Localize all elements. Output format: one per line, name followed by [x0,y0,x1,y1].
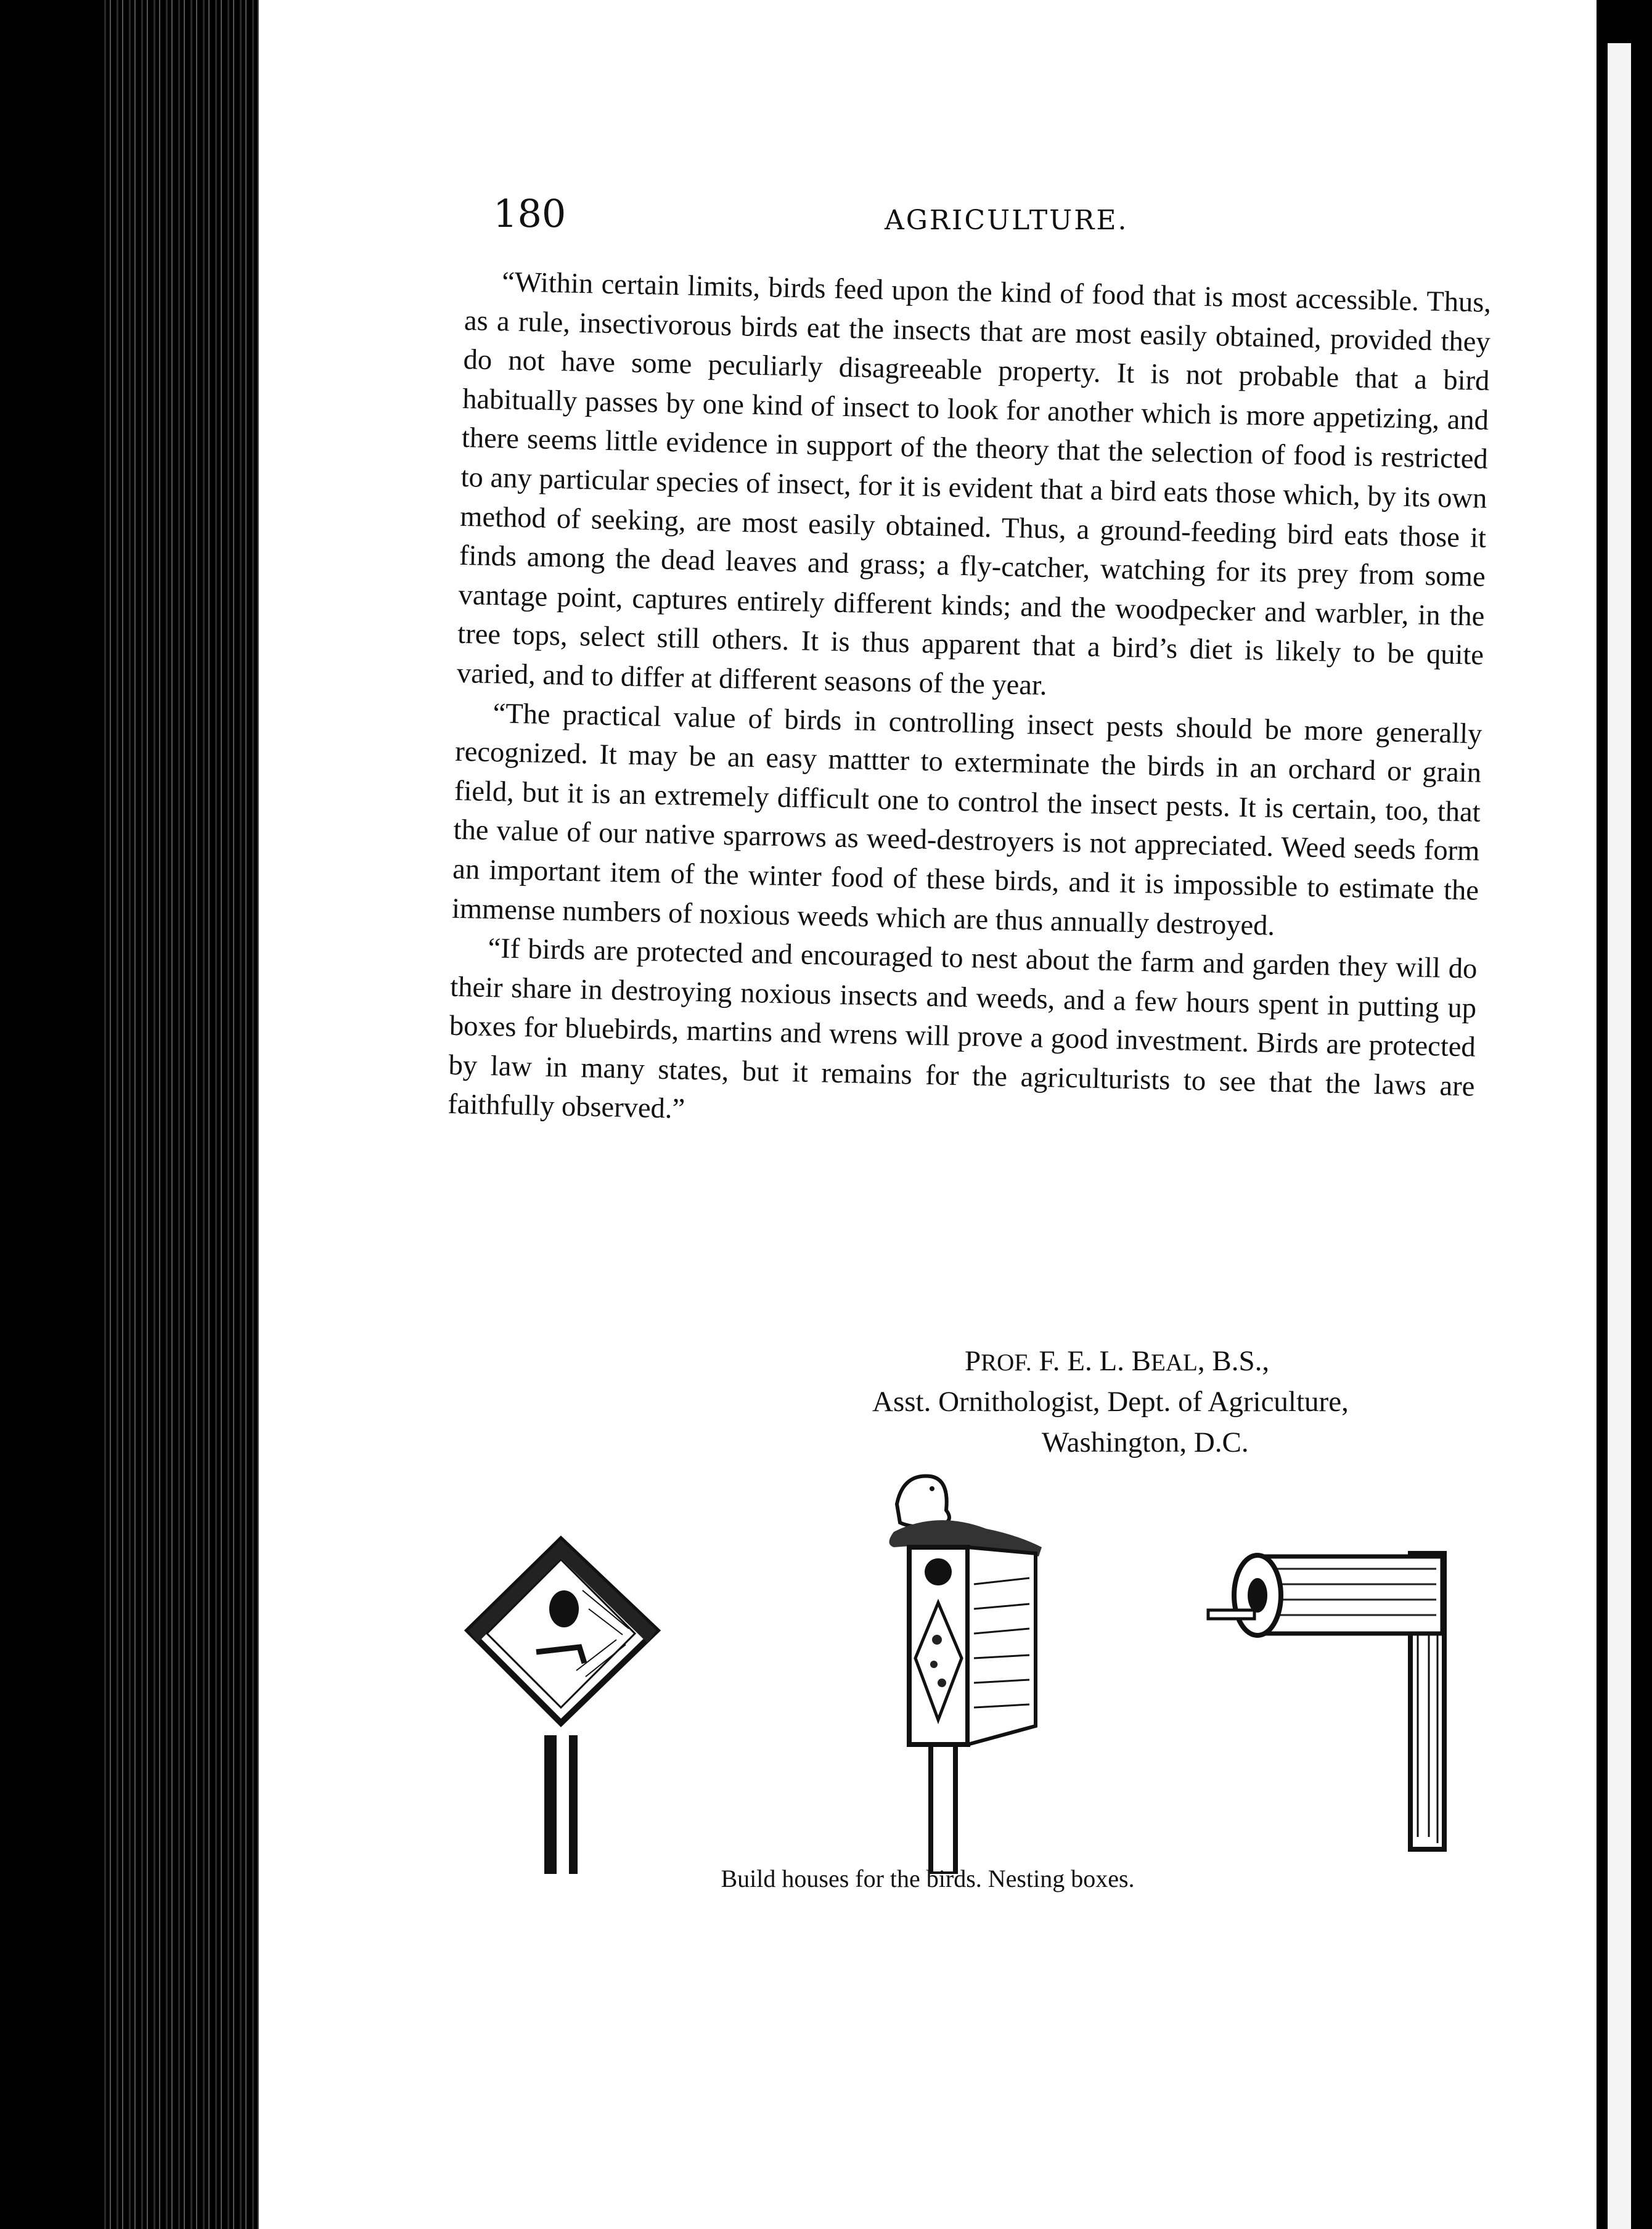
ornate-birdhouse-drawing [889,1476,1042,1874]
nesting-boxes-illustration [444,1467,1541,1874]
author-location: Washington, D.C. [1042,1426,1249,1458]
paragraph-2: “The practical value of birds in controlling insect pests should be more generally recognized. It may be an easy mattter to exterminate the birds in an orchard or grain field, but it is an extremely difficult one to control the insect pests. It is certain, too, that the value of our native sparrows as weed-destroyers is not appreciated. Weed seeds form an important item of the winter food of these birds, and it is impossible to estimate the immense numbers of noxious weeds which are thus annually destroyed. [451,697,1482,942]
page-header [259,191,1597,247]
body-text [448,262,1492,1146]
author-name: PROF. F. E. L. BEAL, B.S., [965,1345,1270,1377]
paragraph-3: “If birds are protected and encouraged to nest about the farm and garden they will do their share in destroying noxious insects and weeds, and a few hours spent in putting up boxes for bluebirds, martins and wrens will prove a good investment. Birds are protected by law in many states, but it remains for the agriculturists to see that the laws are faithfully observed.” [447,933,1478,1126]
facing-page-strip [1608,43,1631,2229]
cylinder-birdhouse-drawing [1208,1553,1444,1849]
paragraph-1: “Within certain limits, birds feed upon the kind of food that is most accessible. Thus, as a rule, insectivorous birds eat the insects that are most easily obtained, provided they do not have some peculiarly disagreeable property. It is not probable that a bird habitually passes by one kind of insect to look for another which is more appetizing, and there seems little evidence in support of the theory that the selection of food is restricted to any particular species of insect, for it is evident that a bird eats those which, by its own method of seeking, are most easily obtained. Thus, a ground-feeding bird eats those it finds among the dead leaves and grass; a fly-catcher, watching for its prey from some vantage point, captures entirely different kinds; and the woodpecker and warbler, in the tree tops, select still others. It is thus apparent that a bird’s diet is likely to be quite varied, and to differ at different seasons of the year. [456,266,1492,701]
author-title: Asst. Ornithologist, Dept. of Agriculture, [872,1386,1349,1418]
page-number: 180 [493,191,566,236]
figure-caption: Build houses for the birds. Nesting boxes. [721,1865,1135,1892]
book-page [259,0,1597,2229]
diamond-birdhouse-drawing [468,1540,656,1874]
page-edges [99,0,265,2229]
running-head: AGRICULTURE. [885,205,1129,236]
